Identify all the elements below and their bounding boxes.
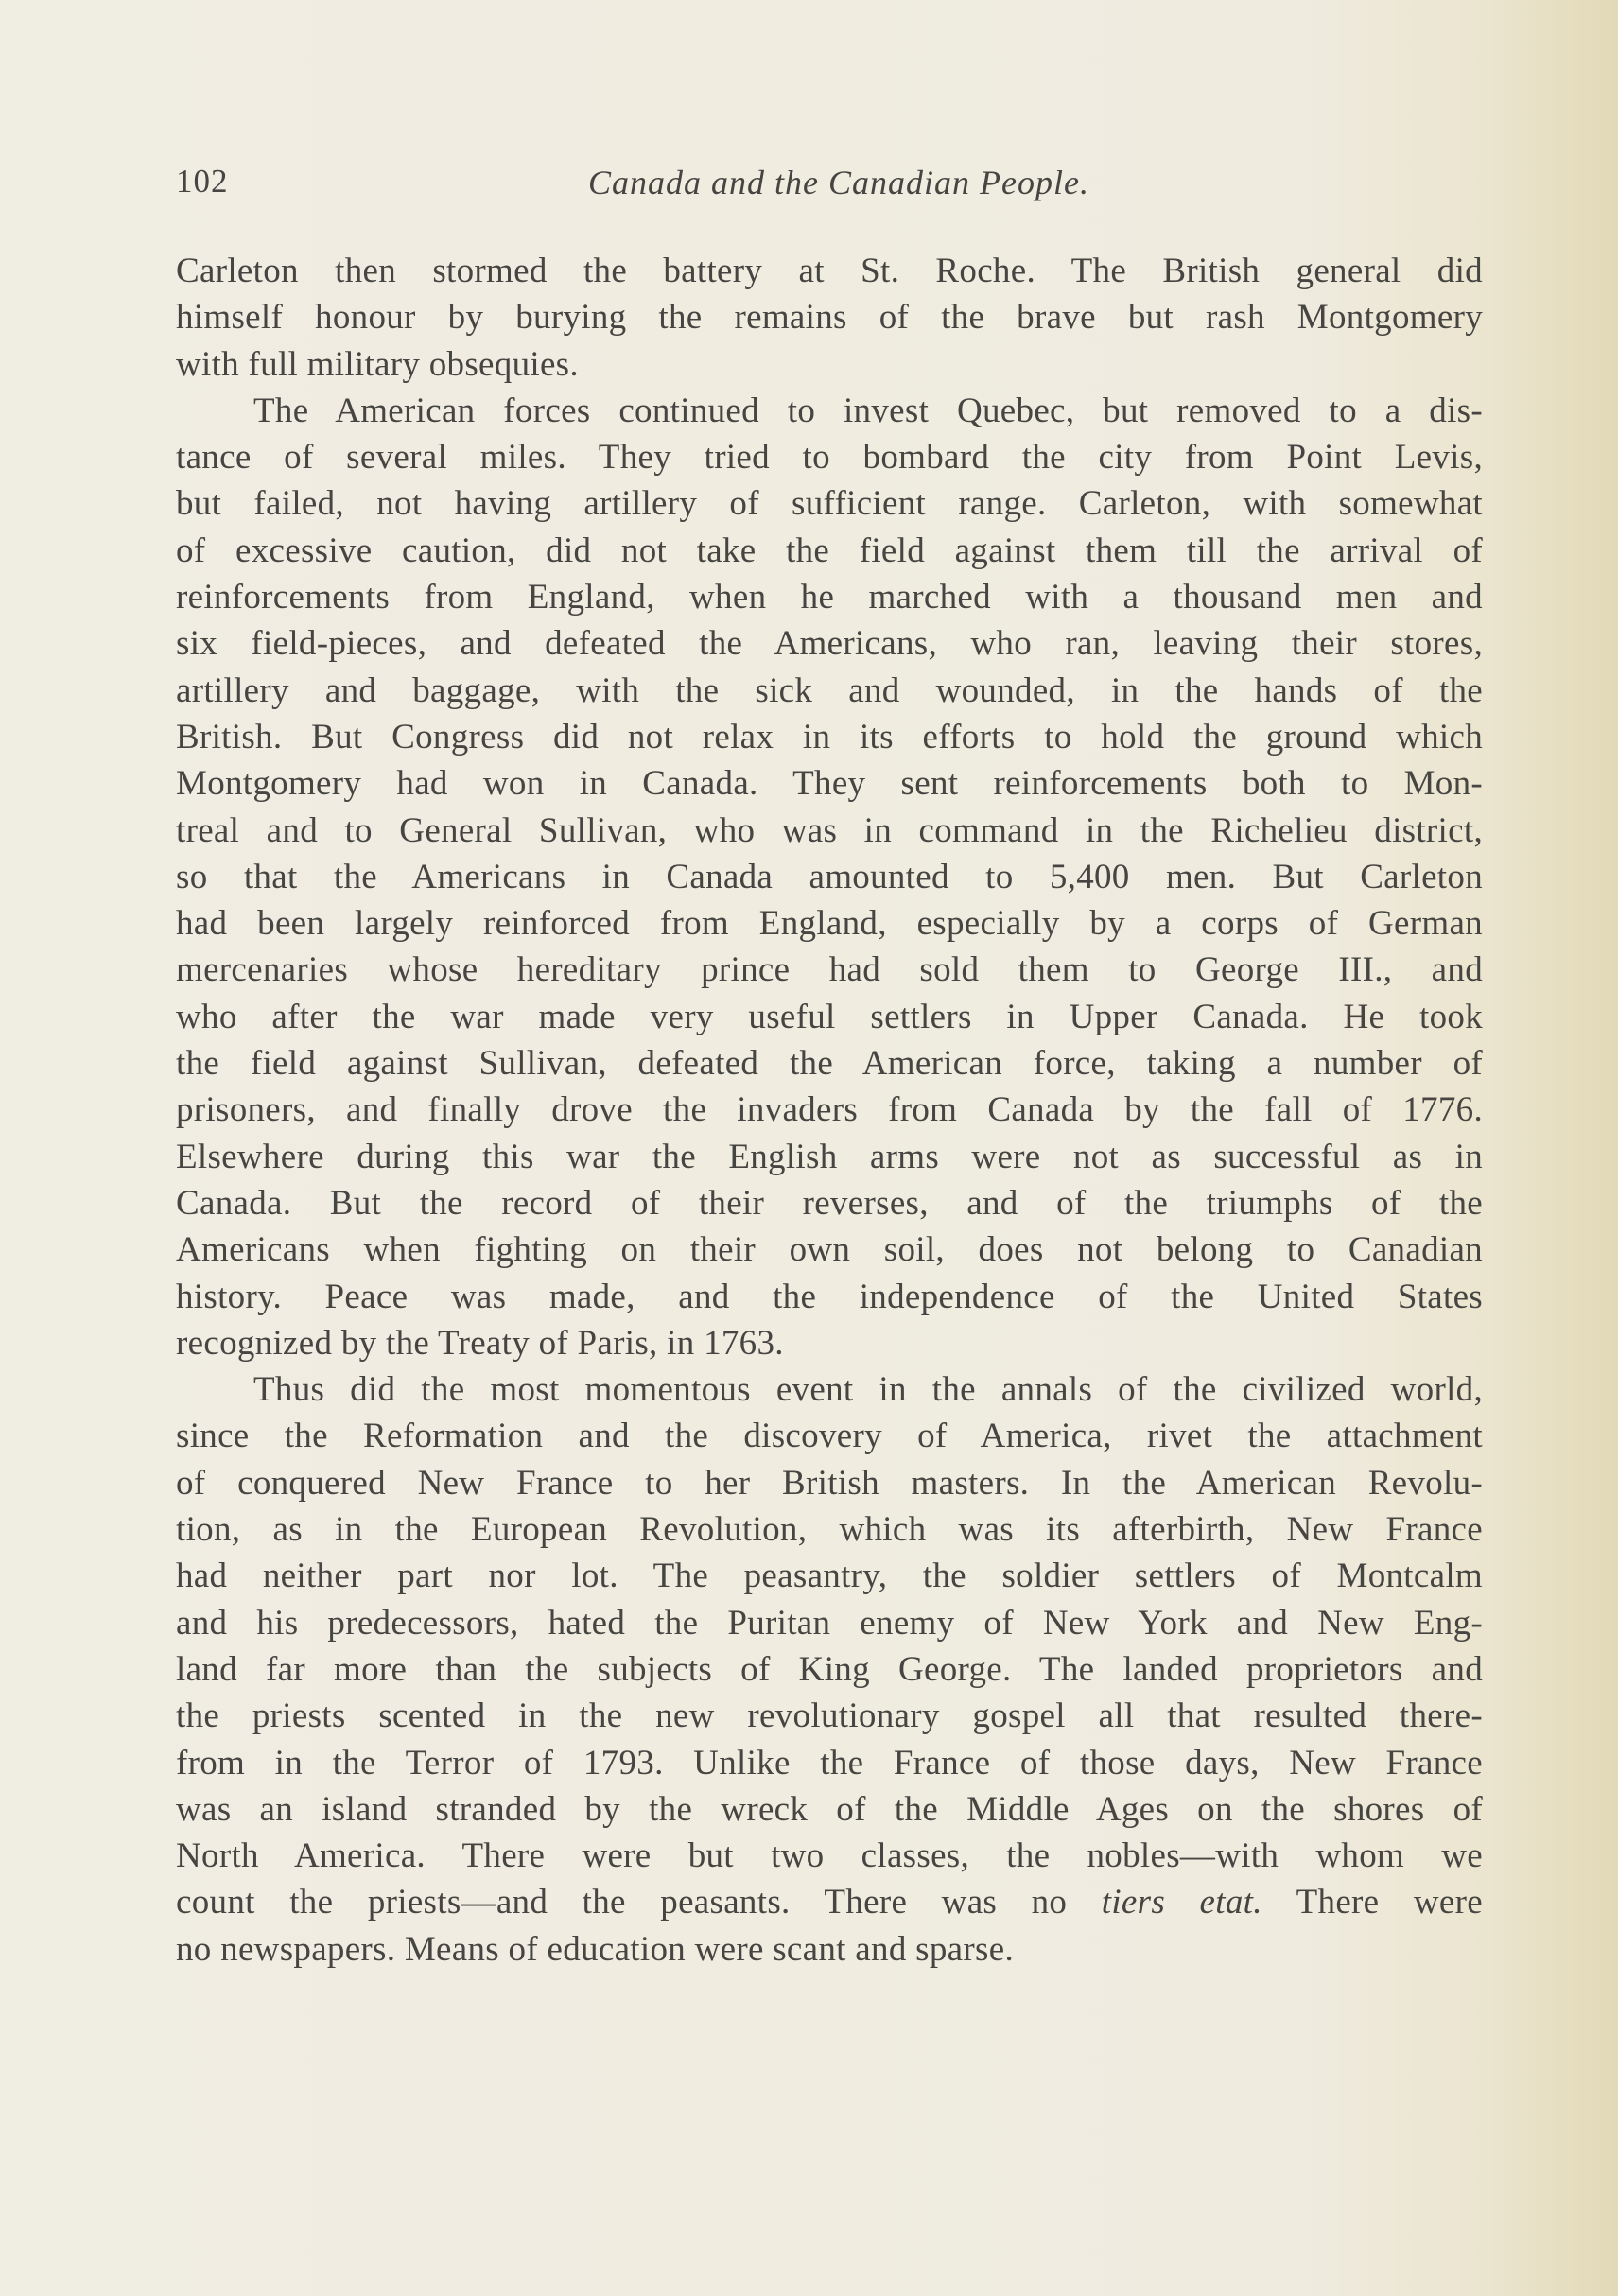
body-text	[176, 248, 1483, 1973]
text-line	[176, 714, 1483, 760]
line-text-tail: There were	[1261, 1883, 1483, 1922]
text-line	[176, 1460, 1483, 1506]
text-line	[176, 1366, 1483, 1413]
text-line	[176, 248, 1483, 294]
line-text: Montgomery had won in Canada. They sent reinforcements both to Mon-	[176, 764, 1483, 804]
line-text: recognized by the Treaty of Paris, in 1763.	[176, 1323, 784, 1363]
line-text: Thus did the most momentous event in the annals of the civilized world,	[253, 1370, 1483, 1410]
line-text: artillery and baggage, with the sick and wounded, in the hands of the	[176, 670, 1483, 710]
text-line	[176, 1134, 1483, 1180]
text-line	[176, 1087, 1483, 1133]
text-line	[176, 1786, 1483, 1833]
line-text: prisoners, and finally drove the invaders from Canada by the fall of 1776.	[176, 1090, 1483, 1130]
page-number: 102	[176, 163, 229, 200]
text-line	[176, 900, 1483, 947]
line-text: no newspapers. Means of education were scant and sparse.	[176, 1929, 1014, 1969]
line-text: reinforcements from England, when he marched with a thousand men and	[176, 578, 1483, 617]
line-text: history. Peace was made, and the independence of the United States	[176, 1277, 1483, 1316]
line-text: Carleton then stormed the battery at St. Roche. The British general did	[176, 252, 1483, 290]
text-line	[176, 294, 1483, 340]
line-text: was an island stranded by the wreck of the Middle Ages on the shores of	[176, 1789, 1483, 1829]
text-line	[176, 1600, 1483, 1646]
line-text: land far more than the subjects of King George. The landed proprietors and	[176, 1649, 1483, 1689]
line-text: British. But Congress did not relax in its efforts to hold the ground which	[176, 717, 1483, 757]
text-line	[176, 1226, 1483, 1273]
line-text: but failed, not having artillery of sufficient range. Carleton, with somewhat	[176, 484, 1483, 524]
text-line	[176, 574, 1483, 620]
text-line	[176, 1040, 1483, 1087]
line-text: had been largely reinforced from England, especially by a corps of German	[176, 904, 1483, 944]
text-line	[176, 994, 1483, 1040]
text-line	[176, 808, 1483, 854]
text-line	[176, 434, 1483, 480]
line-text: of excessive caution, did not take the field against them till the arrival of	[176, 531, 1483, 570]
line-text: North America. There were but two classes, the nobles—with whom we	[176, 1836, 1483, 1876]
text-line	[176, 1506, 1483, 1553]
text-line	[176, 388, 1483, 434]
line-text: the priests scented in the new revolutionary gospel all that resulted there-	[176, 1696, 1483, 1736]
line-text: so that the Americans in Canada amounted to 5,400 men. But Carleton	[176, 857, 1483, 896]
text-line	[176, 1693, 1483, 1739]
text-line	[176, 668, 1483, 714]
text-line	[176, 1413, 1483, 1459]
text-line	[176, 480, 1483, 527]
text-line	[176, 1926, 1483, 1973]
line-text: the field against Sullivan, defeated the American force, taking a number of	[176, 1044, 1483, 1084]
text-line	[176, 854, 1483, 900]
text-line	[176, 341, 1483, 388]
line-text: Americans when fighting on their own soil, does not belong to Canadian	[176, 1230, 1483, 1270]
line-text: count the priests—and the peasants. There was no	[176, 1883, 1102, 1922]
text-line	[176, 1740, 1483, 1786]
line-text: who after the war made very useful settlers in Upper Canada. He took	[176, 997, 1483, 1036]
line-text: Elsewhere during this war the English arms were not as successful as in	[176, 1137, 1483, 1176]
running-title: Canada and the Canadian People.	[588, 164, 1089, 201]
text-line	[176, 1274, 1483, 1320]
text-line	[176, 620, 1483, 667]
text-line	[176, 1320, 1483, 1366]
line-text: from in the Terror of 1793. Unlike the France of those days, New France	[176, 1743, 1483, 1783]
line-text: The American forces continued to invest Quebec, but removed to a dis-	[253, 391, 1483, 430]
line-text: of conquered New France to her British masters. In the American Revolu-	[176, 1463, 1483, 1503]
italic-phrase: tiers etat.	[1101, 1883, 1262, 1922]
line-text: himself honour by burying the remains of the brave but rash Montgomery	[176, 298, 1483, 338]
text-line	[176, 1879, 1483, 1925]
line-text: treal and to General Sullivan, who was in command in the Richelieu district,	[176, 810, 1483, 850]
line-text: with full military obsequies.	[176, 344, 579, 384]
line-text: tance of several miles. They tried to bombard the city from Point Levis,	[176, 438, 1483, 478]
line-text: had neither part nor lot. The peasantry, the soldier settlers of Montcalm	[176, 1557, 1483, 1596]
line-text: and his predecessors, hated the Puritan enemy of New York and New Eng-	[176, 1603, 1483, 1643]
line-text: six field-pieces, and defeated the Americans, who ran, leaving their stores,	[176, 624, 1483, 664]
line-text: mercenaries whose hereditary prince had sold them to George III., and	[176, 950, 1483, 990]
text-line	[176, 1180, 1483, 1226]
line-text: since the Reformation and the discovery of America, rivet the attachment	[176, 1417, 1483, 1456]
running-head	[176, 163, 1483, 210]
text-line	[176, 760, 1483, 807]
text-line	[176, 947, 1483, 993]
text-line	[176, 1833, 1483, 1879]
line-text: tion, as in the European Revolution, which was its afterbirth, New France	[176, 1510, 1483, 1550]
text-line	[176, 1646, 1483, 1693]
text-line	[176, 1553, 1483, 1599]
line-text: Canada. But the record of their reverses, and of the triumphs of the	[176, 1183, 1483, 1223]
text-line	[176, 528, 1483, 574]
